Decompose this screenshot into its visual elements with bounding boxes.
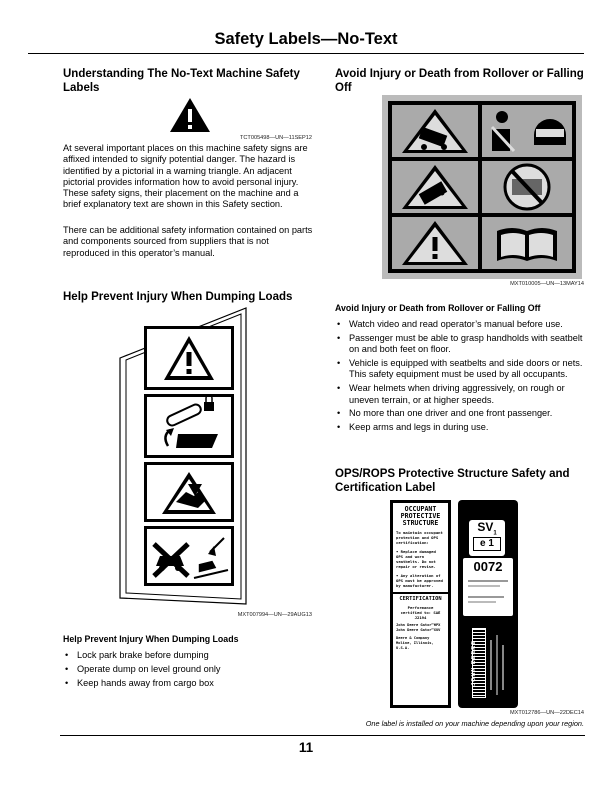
ops-label-text: Deere & Company Moline, Illinois, U.S.A. bbox=[396, 636, 434, 650]
ops-label-text: • Any alteration of OPS must be approved by manufacturer. bbox=[396, 573, 443, 588]
footer-rule bbox=[60, 735, 585, 736]
dump-safety-label-image bbox=[118, 306, 248, 608]
ops-label-title: PROTECTIVE bbox=[400, 512, 441, 520]
ops-label-cert-title: CERTIFICATION bbox=[399, 596, 442, 602]
ops-label-text: Performance certified to: SAE J2194 bbox=[400, 605, 441, 620]
list-item: • Lock park brake before dumping bbox=[63, 650, 315, 661]
paragraph: At several important places on this machine safety signs are affixed intended to signify potential danger. The hazard is identified by a pictorial in a warning triangle. An adjacent pictorial provides information how to avoid personal injury. These safety signs, their placement on the machine and a brief explanatory text are shown in this Safety section. bbox=[63, 143, 308, 210]
list-item: • Watch video and read operator’s manual before use. bbox=[335, 319, 585, 330]
section-heading-rollover: Avoid Injury or Death from Rollover or Falling Off bbox=[335, 68, 584, 94]
page-number: 11 bbox=[298, 740, 314, 755]
warning-triangle-icon bbox=[168, 96, 212, 134]
figure-caption: MXT012786—UN—22DEC14 bbox=[510, 710, 584, 716]
figure-caption: MXT010005—UN—13MAY14 bbox=[510, 281, 584, 287]
figure-caption: MXT007994—UN—29AUG13 bbox=[237, 612, 312, 618]
section-heading-dumping-loads: Help Prevent Injury When Dumping Loads bbox=[63, 291, 293, 303]
list-item: • Vehicle is equipped with seatbelts and side doors or nets. This safety equipment must be used by all occupants. bbox=[335, 358, 585, 381]
ops-label-image bbox=[390, 500, 451, 708]
rops-label-image bbox=[458, 500, 518, 708]
subheading: Help Prevent Injury When Dumping Loads bbox=[63, 634, 239, 644]
list-item: • Keep hands away from cargo box bbox=[63, 678, 315, 689]
installation-note: One label is installed on your machine depending upon your region. bbox=[365, 719, 584, 728]
section-heading-ops-rops: OPS/ROPS Protective Structure Safety and Certification Label bbox=[335, 468, 570, 494]
page-title: Safety Labels—No-Text bbox=[214, 30, 398, 48]
list-item: • Operate dump on level ground only bbox=[63, 664, 315, 675]
header-rule bbox=[28, 53, 584, 54]
subheading: Avoid Injury or Death from Rollover or Falling Off bbox=[335, 303, 541, 313]
ops-label-title: STRUCTURE bbox=[402, 519, 439, 527]
section-heading-no-text-labels: Understanding The No-Text Machine Safety Labels bbox=[63, 68, 300, 94]
ops-label-text: John Deere Gator™XUV bbox=[396, 628, 441, 632]
figure-caption: TCT005498—UN—11SEP12 bbox=[239, 135, 312, 141]
ops-label-text: John Deere Gator™HPX bbox=[396, 623, 441, 627]
ops-label-text: To maintain occupant protection and OPS certification: bbox=[396, 530, 443, 545]
rops-number-text: 0072 bbox=[473, 559, 503, 574]
list-item: • Keep arms and legs in during use. bbox=[335, 422, 585, 433]
rollover-safety-label-image bbox=[382, 95, 582, 279]
rops-e1-text: e 1 bbox=[473, 537, 501, 551]
list-item: • No more than one driver and one front passenger. bbox=[335, 408, 585, 419]
rops-brand-text: JOHN DEERE bbox=[471, 640, 477, 686]
bullet-list bbox=[335, 319, 585, 436]
ops-label-text: • Replace damaged OPS and worn seatbelts. Do not repair or revise. bbox=[396, 549, 436, 569]
rops-sv-text: SV bbox=[477, 520, 494, 534]
paragraph: There can be additional safety information contained on parts and components sourced from suppliers that is not reproduced in this operator’s manual. bbox=[63, 225, 313, 258]
ops-label-title: OCCUPANT bbox=[404, 505, 437, 513]
bullet-list bbox=[63, 650, 315, 692]
list-item: • Wear helmets when driving aggressively, on rough or uneven terrain, or at higher speeds. bbox=[335, 383, 585, 406]
list-item: • Passenger must be able to grasp handholds with seatbelt on and both feet on floor. bbox=[335, 333, 585, 356]
rops-sv-sub: 1 bbox=[493, 530, 497, 537]
